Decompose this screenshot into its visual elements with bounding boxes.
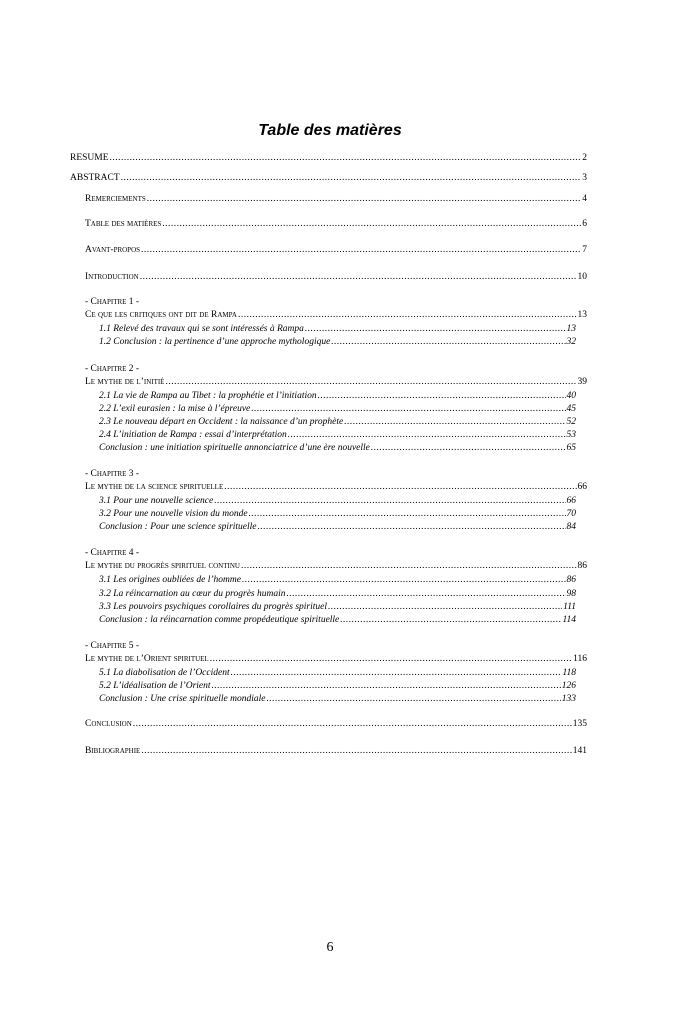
dot-leader (162, 218, 581, 230)
toc-entry-label: Conclusion (85, 719, 132, 729)
toc-entry-label: 3.2 Pour une nouvelle vision du monde (99, 509, 248, 519)
toc-entry-page: 40 (566, 391, 576, 401)
dot-leader (318, 390, 566, 402)
toc-entry-page: 32 (566, 337, 576, 347)
toc-entry-label: 3.1 Les origines oubliées de l’homme (99, 575, 241, 585)
toc-entry-page: 126 (561, 681, 576, 691)
dot-leader (231, 667, 562, 679)
toc-entry-label: Le mythe de la science spirituelle (85, 482, 224, 492)
toc-entry-page: 141 (572, 746, 587, 756)
dot-leader (286, 588, 565, 600)
chapter-marker: - Chapitre 2 - (85, 364, 140, 374)
toc-entry-page: 4 (582, 194, 587, 204)
toc-entry-label: Bibliographie (85, 746, 141, 756)
toc-entry-label: Table des matières (85, 219, 162, 229)
dot-leader (267, 693, 561, 705)
toc-entry-label: Ce que les critiques ont dit de Rampa (85, 310, 237, 320)
toc-entry-label: 3.2 La réincarnation au cœur du progrès humain (99, 589, 286, 599)
toc-entry-label: Le mythe de l’initié (85, 377, 165, 387)
toc-entry-chapter-1[interactable] (85, 309, 587, 321)
toc-entry-label: RESUME (70, 153, 109, 163)
toc-entry-page: 86 (566, 575, 576, 585)
toc-entry-label: Avant-propos (85, 245, 141, 255)
toc-entry-page: 7 (582, 245, 587, 255)
toc-entry-label: 1.2 Conclusion : la pertinence d’une approche mythologique (99, 337, 331, 347)
dot-leader (214, 495, 565, 507)
chapter-marker: - Chapitre 1 - (85, 297, 140, 307)
toc-entry-page: 66 (577, 482, 587, 492)
toc-entry-page: 98 (566, 589, 576, 599)
toc-entry-page: 6 (582, 219, 587, 229)
toc-entry-page: 114 (562, 615, 576, 625)
toc-entry-label: Conclusion : Une crise spirituelle mondiale (99, 694, 266, 704)
toc-entry-bibliographie[interactable] (85, 745, 587, 757)
dot-leader (340, 614, 561, 626)
toc-entry-label: 2.4 L’initiation de Rampa : essai d’interprétation (99, 430, 287, 440)
toc-subentry[interactable] (99, 601, 576, 613)
dot-leader (288, 429, 566, 441)
toc-entry-chapter-4[interactable] (85, 560, 587, 572)
toc-subentry[interactable] (99, 614, 576, 626)
dot-leader (344, 416, 565, 428)
toc-entry-label: Introduction (85, 272, 139, 282)
toc-entry-page: 70 (566, 509, 576, 519)
toc-subentry[interactable] (99, 521, 576, 533)
toc-entry-label: 2.1 La vie de Rampa au Tibet : la prophétie et l’initiation (99, 391, 317, 401)
toc-entry-page: 86 (577, 561, 587, 571)
toc-entry-page: 13 (566, 324, 576, 334)
dot-leader (165, 376, 576, 388)
toc-entry-label: 3.1 Pour une nouvelle science (99, 496, 214, 506)
toc-subentry[interactable] (99, 429, 576, 441)
toc-subentry[interactable] (99, 403, 576, 415)
dot-leader (331, 336, 565, 348)
dot-leader (251, 403, 565, 415)
toc-subentry[interactable] (99, 495, 576, 507)
dot-leader (242, 574, 566, 586)
toc-entry-page: 135 (572, 719, 587, 729)
dot-leader (238, 309, 577, 321)
toc-entry-remerciements[interactable] (85, 193, 587, 205)
toc-subentry[interactable] (99, 336, 576, 348)
toc-entry-label: 5.2 L’idéalisation de l’Orient (99, 681, 211, 691)
toc-entry-label: Le mythe du progrès spirituel continu (85, 561, 240, 571)
dot-leader (258, 521, 566, 533)
dot-leader (371, 442, 566, 454)
toc-entry-label: Conclusion : la réincarnation comme propédeutique spirituelle (99, 615, 340, 625)
toc-entry-page: 84 (566, 522, 576, 532)
toc-entry-label: Remerciements (85, 194, 146, 204)
dot-leader (241, 560, 577, 572)
toc-entry-page: 53 (566, 430, 576, 440)
toc-entry-label: 3.3 Les pouvoirs psychiques corollaires du progrès spirituel (99, 602, 327, 612)
toc-entry-page: 45 (566, 404, 576, 414)
toc-entry-page: 2 (582, 153, 587, 163)
toc-entry-table-des-matieres[interactable] (85, 218, 587, 230)
dot-leader (141, 244, 581, 256)
toc-subentry[interactable] (99, 574, 576, 586)
toc-entry-label: 5.1 La diabolisation de l’Occident (99, 668, 230, 678)
dot-leader (328, 601, 562, 613)
toc-entry-chapter-3[interactable] (85, 481, 587, 493)
toc-entry-page: 52 (566, 417, 576, 427)
toc-entry-chapter-2[interactable] (85, 376, 587, 388)
toc-entry-conclusion[interactable] (85, 718, 587, 730)
toc-entry-resume[interactable] (70, 152, 587, 164)
toc-subentry[interactable] (99, 693, 576, 705)
dot-leader (249, 508, 566, 520)
toc-subentry[interactable] (99, 323, 576, 335)
toc-subentry[interactable] (99, 442, 576, 454)
toc-entry-page: 66 (566, 496, 576, 506)
dot-leader (224, 481, 576, 493)
dot-leader (121, 172, 582, 184)
toc-subentry[interactable] (99, 667, 576, 679)
toc-entry-page: 39 (577, 377, 587, 387)
dot-leader (210, 653, 572, 665)
toc-entry-page: 111 (563, 602, 576, 612)
toc-entry-page: 65 (566, 443, 576, 453)
dot-leader (140, 271, 577, 283)
toc-subentry[interactable] (99, 416, 576, 428)
toc-entry-page: 13 (577, 310, 587, 320)
toc-entry-label: 2.3 Le nouveau départ en Occident : la naissance d’un prophète (99, 417, 344, 427)
dot-leader (110, 152, 582, 164)
dot-leader (147, 193, 581, 205)
toc-subentry[interactable] (99, 508, 576, 520)
toc-entry-label: Le mythe de l’Orient spirituel (85, 654, 209, 664)
toc-entry-label: ABSTRACT (70, 173, 120, 183)
toc-subentry[interactable] (99, 588, 576, 600)
toc-entry-page: 10 (577, 272, 587, 282)
toc-entry-introduction[interactable] (85, 271, 587, 283)
dot-leader (212, 680, 561, 692)
dot-leader (133, 718, 572, 730)
toc-subentry[interactable] (99, 680, 576, 692)
toc-entry-label: 2.2 L’exil eurasien : la mise à l’épreuve (99, 404, 251, 414)
toc-title: Table des matières (258, 122, 402, 139)
toc-entry-abstract[interactable] (70, 172, 587, 184)
toc-entry-page: 133 (561, 694, 576, 704)
chapter-marker: - Chapitre 3 - (85, 469, 140, 479)
toc-entry-chapter-5[interactable] (85, 653, 587, 665)
dot-leader (305, 323, 566, 335)
toc-entry-page: 118 (562, 668, 576, 678)
chapter-marker: - Chapitre 5 - (85, 641, 140, 651)
toc-entry-label: Conclusion : Pour une science spirituelle (99, 522, 257, 532)
dot-leader (141, 745, 571, 757)
toc-entry-label: 1.1 Relevé des travaux qui se sont intéressés à Rampa (99, 324, 304, 334)
toc-entry-avant-propos[interactable] (85, 244, 587, 256)
toc-entry-page: 3 (582, 173, 587, 183)
page-number: 6 (326, 940, 334, 955)
toc-subentry[interactable] (99, 390, 576, 402)
toc-entry-label: Conclusion : une initiation spirituelle annonciatrice d’une ère nouvelle (99, 443, 370, 453)
chapter-marker: - Chapitre 4 - (85, 548, 140, 558)
toc-entry-page: 116 (573, 654, 587, 664)
